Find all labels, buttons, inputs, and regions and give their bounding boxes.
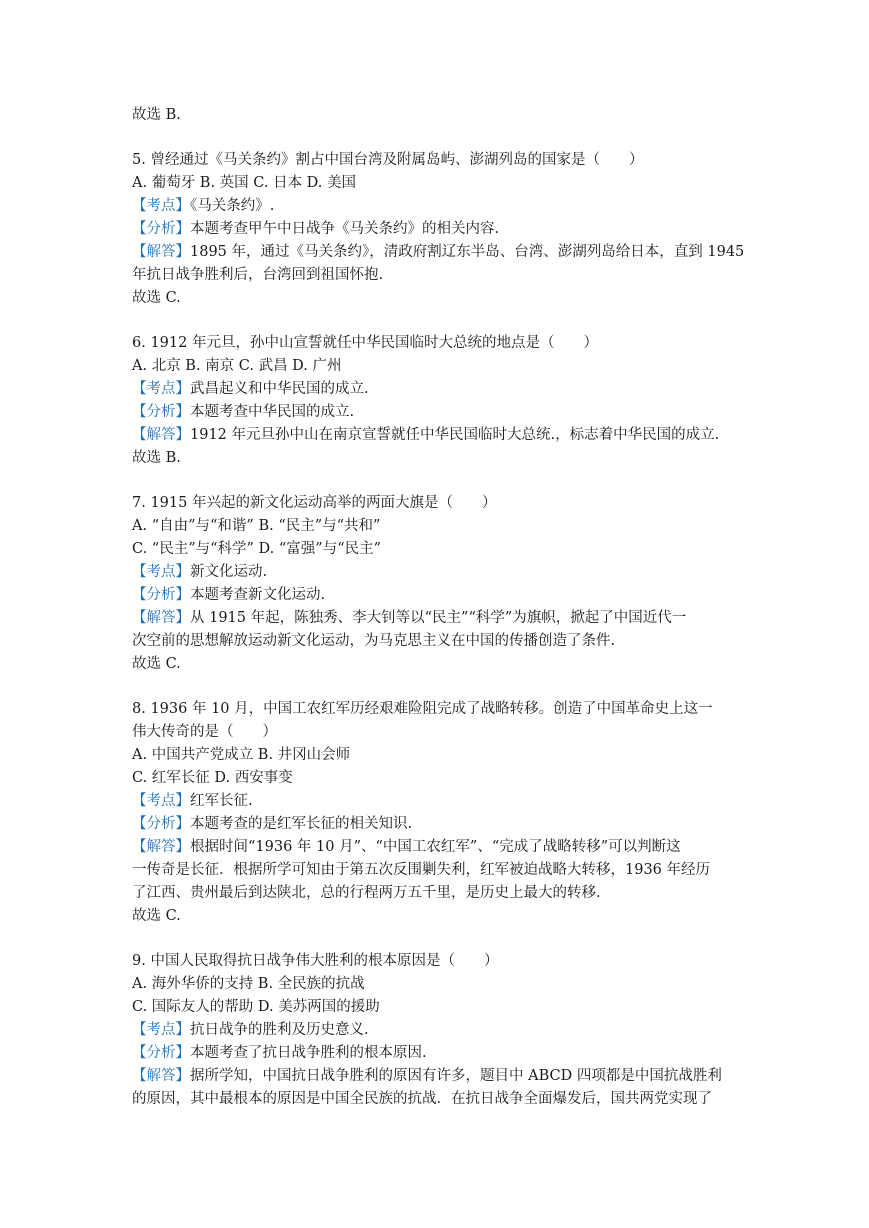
line-text: C. 国际友人的帮助 D. 美苏两国的援助 [132, 999, 380, 1015]
line-text: 故选 C. [132, 656, 181, 672]
line-text: 伟大传奇的是（ ） [132, 724, 277, 740]
line-text: 故选 C. [132, 290, 181, 306]
line-text: 次空前的思想解放运动新文化运动，为马克思主义在中国的传播创造了条件. [132, 633, 616, 649]
line-text: 6. 1912 年元旦，孙中山宣誓就任中华民国临时大总统的地点是（ ） [132, 335, 598, 351]
line-text: C. 红军长征 D. 西安事变 [132, 770, 293, 786]
text-line [132, 355, 742, 378]
line-text: 年抗日战争胜利后，台湾回到祖国怀抱. [132, 267, 384, 283]
section-tag: 【解答】 [132, 244, 190, 260]
text-line [132, 172, 742, 195]
question-block [132, 950, 742, 1111]
text-line [132, 767, 742, 790]
line-text: 本题考查中华民国的成立. [190, 404, 355, 420]
text-line [132, 996, 742, 1019]
text-line [132, 195, 742, 218]
line-text: 《马关条约》. [190, 198, 275, 214]
line-text: 据所学知，中国抗日战争胜利的原因有许多，题目中 ABCD 四项都是中国抗战胜利 [190, 1068, 722, 1084]
text-line [132, 836, 742, 859]
section-tag: 【考点】 [132, 198, 190, 214]
line-text: 本题考查新文化运动. [190, 587, 326, 603]
section-tag: 【考点】 [132, 564, 190, 580]
text-line [132, 1088, 742, 1111]
section-tag: 【分析】 [132, 816, 190, 832]
line-text: A. 海外华侨的支持 B. 全民族的抗战 [132, 976, 365, 992]
text-line [132, 973, 742, 996]
section-tag: 【解答】 [132, 610, 190, 626]
line-text: A. 中国共产党成立 B. 井冈山会师 [132, 747, 351, 763]
line-text: 抗日战争的胜利及历史意义. [190, 1022, 369, 1038]
text-line [132, 447, 742, 470]
line-text: 故选 B. [132, 450, 181, 466]
line-text: A. 北京 B. 南京 C. 武昌 D. 广州 [132, 358, 342, 374]
block-gap [132, 310, 742, 332]
block-gap [132, 127, 742, 149]
text-line [132, 882, 742, 905]
text-line [132, 630, 742, 653]
text-line [132, 492, 742, 515]
line-text: 本题考查甲午中日战争《马关条约》的相关内容. [190, 221, 500, 237]
question-block [132, 332, 742, 470]
line-text: 故选 C. [132, 908, 181, 924]
text-line [132, 859, 742, 882]
text-line [132, 149, 742, 172]
text-line [132, 218, 742, 241]
line-text: 故选 B. [132, 107, 181, 123]
question-block [132, 492, 742, 676]
line-text: 根据时间“1936 年 10 月”、“中国工农红军”、“完成了战略转移”可以判断这 [190, 839, 681, 855]
text-line [132, 401, 742, 424]
line-text: 5. 曾经通过《马关条约》割占中国台湾及附属岛屿、澎湖列岛的国家是（ ） [132, 152, 644, 168]
section-tag: 【考点】 [132, 793, 190, 809]
text-line [132, 950, 742, 973]
text-line [132, 424, 742, 447]
line-text: 1895 年，通过《马关条约》，清政府割辽东半岛、台湾、澎湖列岛给日本，直到 1945 [190, 244, 745, 260]
text-line [132, 241, 745, 264]
question-block [132, 104, 742, 127]
block-gap [132, 676, 742, 698]
line-text: 一传奇是长征．根据所学可知由于第五次反围剿失利，红军被迫战略大转移，1936 年经历 [132, 862, 711, 878]
line-text: C. “民主”与“科学” D. “富强”与“民主” [132, 541, 382, 557]
line-text: 新文化运动. [190, 564, 268, 580]
section-tag: 【分析】 [132, 587, 190, 603]
text-line [132, 813, 742, 836]
section-tag: 【分析】 [132, 1045, 190, 1061]
text-line [132, 332, 742, 355]
text-line [132, 1019, 742, 1042]
text-line [132, 538, 742, 561]
text-line [132, 905, 742, 928]
line-text: 7. 1915 年兴起的新文化运动高举的两面大旗是（ ） [132, 495, 497, 511]
line-text: 本题考查的是红军长征的相关知识. [190, 816, 413, 832]
line-text: 的原因，其中最根本的原因是中国全民族的抗战．在抗日战争全面爆发后，国共两党实现了 [132, 1091, 712, 1107]
text-line [132, 698, 742, 721]
line-text: A. 葡萄牙 B. 英国 C. 日本 D. 美国 [132, 175, 357, 191]
question-block [132, 698, 742, 928]
line-text: 从 1915 年起，陈独秀、李大钊等以“民主”“科学”为旗帜，掀起了中国近代一 [190, 610, 687, 626]
text-line [132, 287, 742, 310]
line-text: 了江西、贵州最后到达陕北，总的行程两万五千里，是历史上最大的转移. [132, 885, 601, 901]
text-line [132, 790, 742, 813]
line-text: 8. 1936 年 10 月，中国工农红军历经艰难险阻完成了战略转移。创造了中国革命史上这一 [132, 701, 713, 717]
section-tag: 【分析】 [132, 221, 190, 237]
section-tag: 【考点】 [132, 381, 190, 397]
text-line [132, 264, 742, 287]
line-text: 武昌起义和中华民国的成立. [190, 381, 369, 397]
block-gap [132, 928, 742, 950]
section-tag: 【解答】 [132, 839, 190, 855]
document-page [132, 104, 745, 1111]
line-text: A. “自由”与“和谐” B. “民主”与“共和” [132, 518, 381, 534]
text-line [132, 1042, 742, 1065]
section-tag: 【解答】 [132, 427, 190, 443]
text-line [132, 515, 742, 538]
text-line [132, 1065, 742, 1088]
text-line [132, 561, 742, 584]
block-gap [132, 470, 742, 492]
text-line [132, 607, 742, 630]
line-text: 9. 中国人民取得抗日战争伟大胜利的根本原因是（ ） [132, 953, 499, 969]
text-line [132, 378, 742, 401]
section-tag: 【解答】 [132, 1068, 190, 1084]
section-tag: 【考点】 [132, 1022, 190, 1038]
text-line [132, 721, 742, 744]
text-line [132, 653, 742, 676]
line-text: 本题考查了抗日战争胜利的根本原因. [190, 1045, 427, 1061]
line-text: 1912 年元旦孙中山在南京宣誓就任中华民国临时大总统.，标志着中华民国的成立. [190, 427, 720, 443]
text-line [132, 584, 742, 607]
section-tag: 【分析】 [132, 404, 190, 420]
line-text: 红军长征. [190, 793, 253, 809]
text-line [132, 104, 742, 127]
question-block [132, 149, 745, 310]
text-line [132, 744, 742, 767]
